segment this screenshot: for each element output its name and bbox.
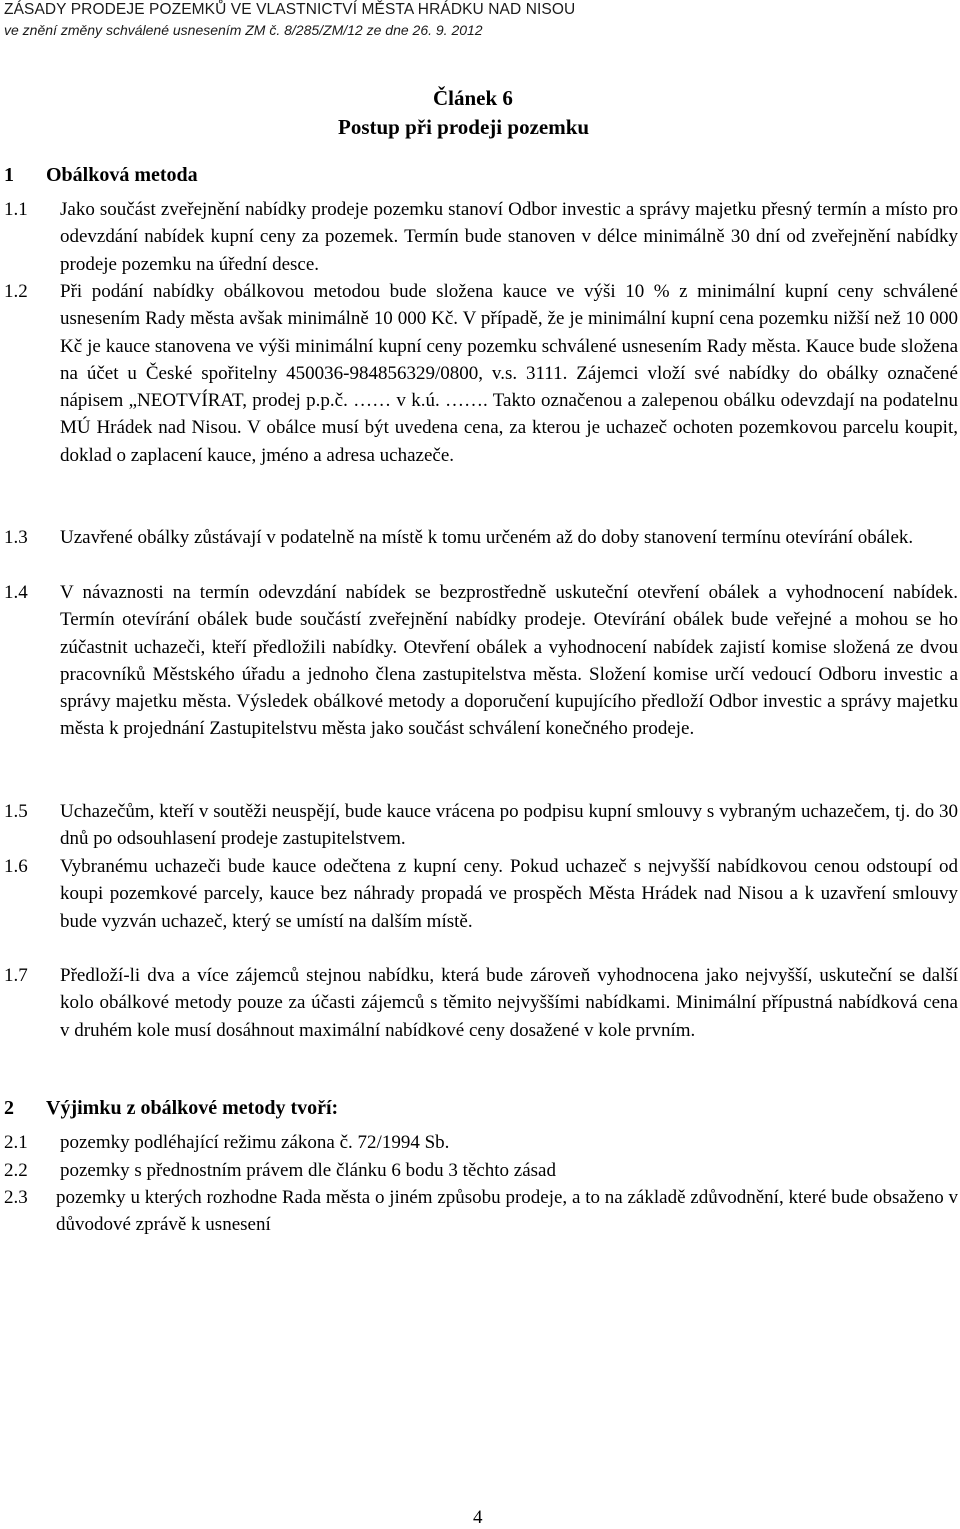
clause-1-3: [4, 524, 958, 551]
clause-1-6: [4, 853, 958, 935]
document-header: [4, 0, 944, 40]
clause-number: 2.2: [4, 1160, 28, 1181]
clause-text: Jako součást zveřejnění nabídky prodeje pozemku stanoví Odbor investic a správy majetku přesný termín a místo pro odevzdání nabídek kupní ceny za pozemek. Termín bude stanoven v délce minimálně 30 dní od zveřejnění nabídky prodeje pozemku na úřední desce.: [60, 199, 958, 275]
clause-number: 1.1: [4, 199, 28, 220]
clause-text: Uchazečům, kteří v soutěži neuspějí, bude kauce vrácena po podpisu kupní smlouvy s vybraným uchazečem, tj. do 30 dnů po odsouhlasení prodeje zastupitelstvem.: [60, 801, 958, 850]
header-amendment-note: ve znění změny schválené usnesením ZM č. 8/285/ZM/12 ze dne 26. 9. 2012: [4, 22, 483, 38]
clause-1-2: [4, 278, 958, 469]
clause-text: V návaznosti na termín odevzdání nabídek se bezprostředně uskuteční otevření obálek a vyhodnocení nabídek. Termín otevírání obálek bude součástí zveřejnění nabídky prodeje. Otevírání obálek bude veřejné a mohou se ho zúčastnit uchazeči, kteří předložili nabídky. Otevření obálek a vyhodnocení nabídek zajistí komise složená ze dvou pracovníků Městského úřadu a jednoho člena zastupitelstva města. Složení komise určí vedoucí Odboru investic a správy majetku města. Výsledek obálkové metody a doporučení kupujícího předloží Odbor investic a správy majetku města k projednání Zastupitelstvu města jako součást schválení konečného prodeje.: [60, 582, 958, 740]
clause-text: Vybranému uchazeči bude kauce odečtena z kupní ceny. Pokud uchazeč s nejvyšší nabídkovou cenou odstoupí od koupi pozemkové parcely, kauce bez náhrady propadá ve prospěch Města Hrádek nad Nisou a k uzavření smlouvy bude vyzván uchazeč, který se umístí na dalším místě.: [60, 856, 958, 932]
clause-number: 2.3: [4, 1187, 28, 1208]
clause-number: 1.7: [4, 965, 28, 986]
clause-1-1: [4, 196, 958, 278]
article-title: Článek 6: [433, 86, 513, 110]
clause-text: pozemky podléhající režimu zákona č. 72/1994 Sb.: [60, 1132, 450, 1153]
clause-number: 1.2: [4, 281, 28, 302]
clause-2-2: [4, 1157, 958, 1184]
clause-text: Předloží-li dva a více zájemců stejnou nabídku, která bude zároveň vyhodnocena jako nejvyšší, uskuteční se další kolo obálkové metody pouze za účasti zájemců s těmito nejvyššími nabídkami. Minimální přípustná nabídková cena v druhém kole musí dosáhnout maximální nabídkové ceny dosažené v kole prvním.: [60, 965, 958, 1041]
clause-number: 2.1: [4, 1132, 28, 1153]
clause-number: 1.5: [4, 801, 28, 822]
clause-1-4: [4, 579, 958, 743]
section-number: 2: [4, 1097, 14, 1119]
clause-number: 1.6: [4, 856, 28, 877]
clause-1-7: [4, 962, 958, 1044]
section-number: 1: [4, 164, 14, 186]
clause-text: Uzavřené obálky zůstávají v podatelně na místě k tomu určeném až do doby stanovení termínu otevírání obálek.: [60, 527, 914, 548]
clause-2-1: [4, 1129, 958, 1156]
section-title: Výjimku z obálkové metody tvoří:: [46, 1097, 339, 1119]
clause-number: 1.3: [4, 527, 28, 548]
clause-text: pozemky u kterých rozhodne Rada města o jiném způsobu prodeje, a to na základě zdůvodnění, které bude obsaženo v důvodové zprávě k usnesení: [56, 1187, 958, 1236]
page-number: 4: [473, 1507, 483, 1528]
article-subtitle: Postup při prodeji pozemku: [338, 115, 590, 139]
clause-2-3: [4, 1184, 958, 1239]
clause-text: pozemky s přednostním právem dle článku 6 bodu 3 těchto zásad: [60, 1160, 556, 1181]
clause-number: 1.4: [4, 582, 28, 603]
clause-text: Při podání nabídky obálkovou metodou bude složena kauce ve výši 10 % z minimální kupní ceny schválené usnesením Rady města avšak minimálně 10 000 Kč. V případě, že je minimální kupní cena pozemku nižší než 10 000 Kč je kauce stanovena ve výši minimální kupní ceny pozemku schválené usnesením Rady města. Kauce bude složena na účet u České spořitelny 450036-984856329/0800, v.s. 3111. Zájemci vloží své nabídky do obálky označené nápisem „NEOTVÍRAT, prodej p.p.č. …… v k.ú. ……. Takto označenou a zalepenou obálku odevzdají na podatelnu MÚ Hrádek nad Nisou. V obálce musí být uvedena cena, za kterou je uchazeč ochoten pozemkovou parcelu koupit, doklad o zaplacení kauce, jméno a adresa uchazeče.: [60, 281, 958, 466]
section-title: Obálková metoda: [46, 164, 198, 186]
clause-1-5: [4, 798, 958, 853]
header-title: ZÁSADY PRODEJE POZEMKŮ VE VLASTNICTVÍ MĚSTA HRÁDKU NAD NISOU: [4, 1, 576, 18]
